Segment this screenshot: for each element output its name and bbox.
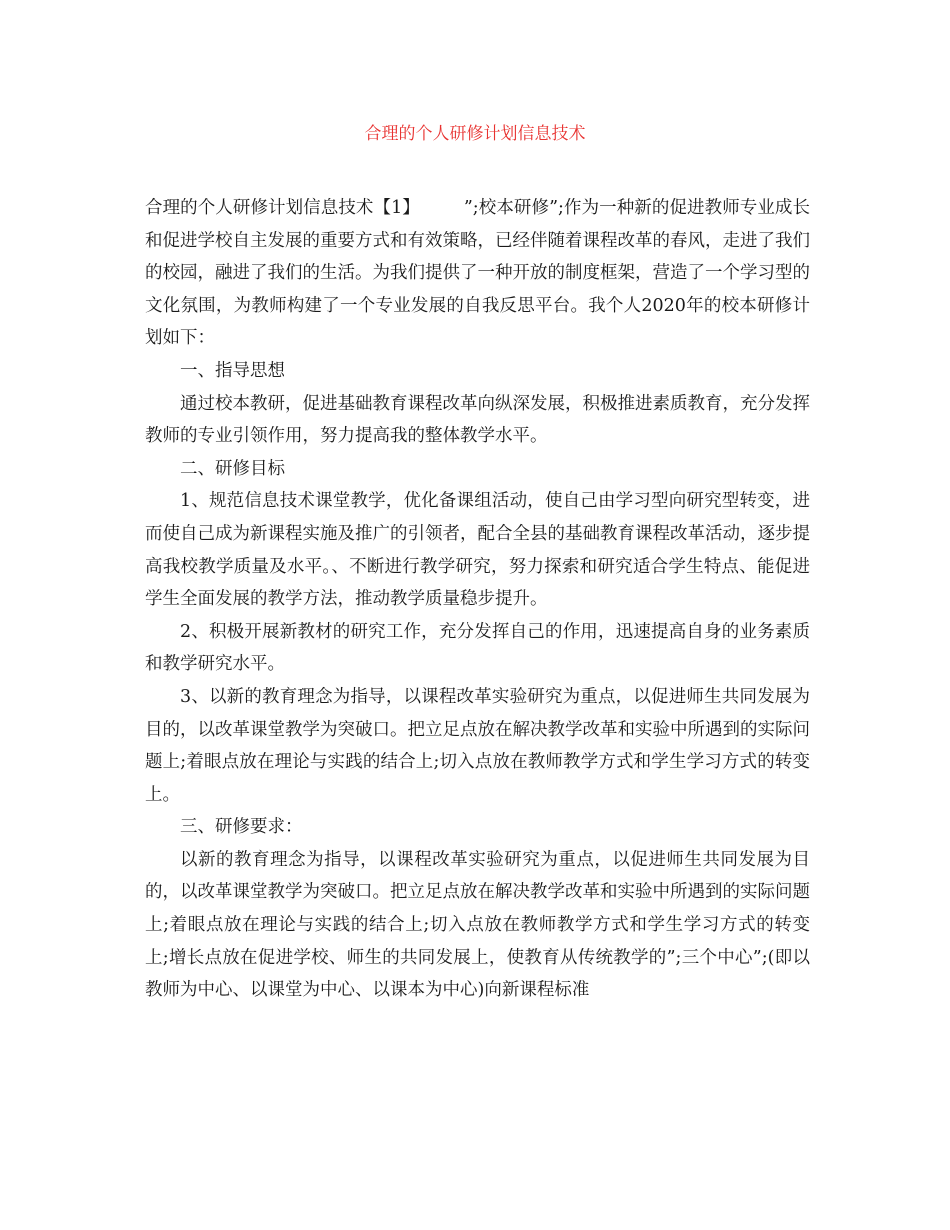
document-title: 合理的个人研修计划信息技术 [364, 124, 586, 144]
intro-heading: 合理的个人研修计划信息技术【1】 [145, 198, 420, 218]
intro-paragraph [145, 192, 810, 355]
section-paragraph: 以新的教育理念为指导，以课程改革实验研究为重点，以促进师生共同发展为目的，以改革课堂教学为突破口。把立足点放在解决教学改革和实验中所遇到的实际问题上;着眼点放在理论与实践的结合上;切入点放在教师教学方式和学生学习方式的转变上;增长点放在促进学校、师生的共同发展上，使教育从传统教学的”;三个中心”;(即以教师为中心、以课堂为中心、以课本为中心)向新课程标准 [145, 849, 810, 1001]
section-heading: 三、研修要求： [180, 817, 303, 838]
intro-text: ”;校本研修”;作为一种新的促进教师专业成长和促进学校自主发展的重要方式和有效策略，已经伴随着课程改革的春风，走进了我们的校园，融进了我们的生活。为我们提供了一种开放的制度框架，营造了一个学习型的文化氛围，为教师构建了一个专业发展的自我反思平台。我个人2020年的校本研修计划如下： [145, 198, 810, 349]
document-body [145, 192, 810, 1007]
section-heading: 一、指导思想 [180, 360, 285, 381]
section-heading: 二、研修目标 [180, 458, 285, 479]
section-paragraph: 2、积极开展新教材的研究工作，充分发挥自己的作用，迅速提高自身的业务素质和教学研究水平。 [145, 621, 810, 675]
section-paragraph: 1、规范信息技术课堂教学，优化备课组活动，使自己由学习型向研究型转变，进而使自己成为新课程实施及推广的引领者，配合全县的基础教育课程改革活动，逐步提高我校教学质量及水平。、不断进行教学研究，努力探索和研究适合学生特点、能促进学生全面发展的教学方法，推动教学质量稳步提升。 [145, 491, 810, 610]
section-paragraph: 通过校本教研，促进基础教育课程改革向纵深发展，积极推进素质教育，充分发挥教师的专业引领作用，努力提高我的整体教学水平。 [145, 393, 810, 447]
section-paragraph: 3、以新的教育理念为指导，以课程改革实验研究为重点，以促进师生共同发展为目的，以改革课堂教学为突破口。把立足点放在解决教学改革和实验中所遇到的实际问题上;着眼点放在理论与实践的结合上;切入点放在教师教学方式和学生学习方式的转变上。 [145, 686, 810, 805]
